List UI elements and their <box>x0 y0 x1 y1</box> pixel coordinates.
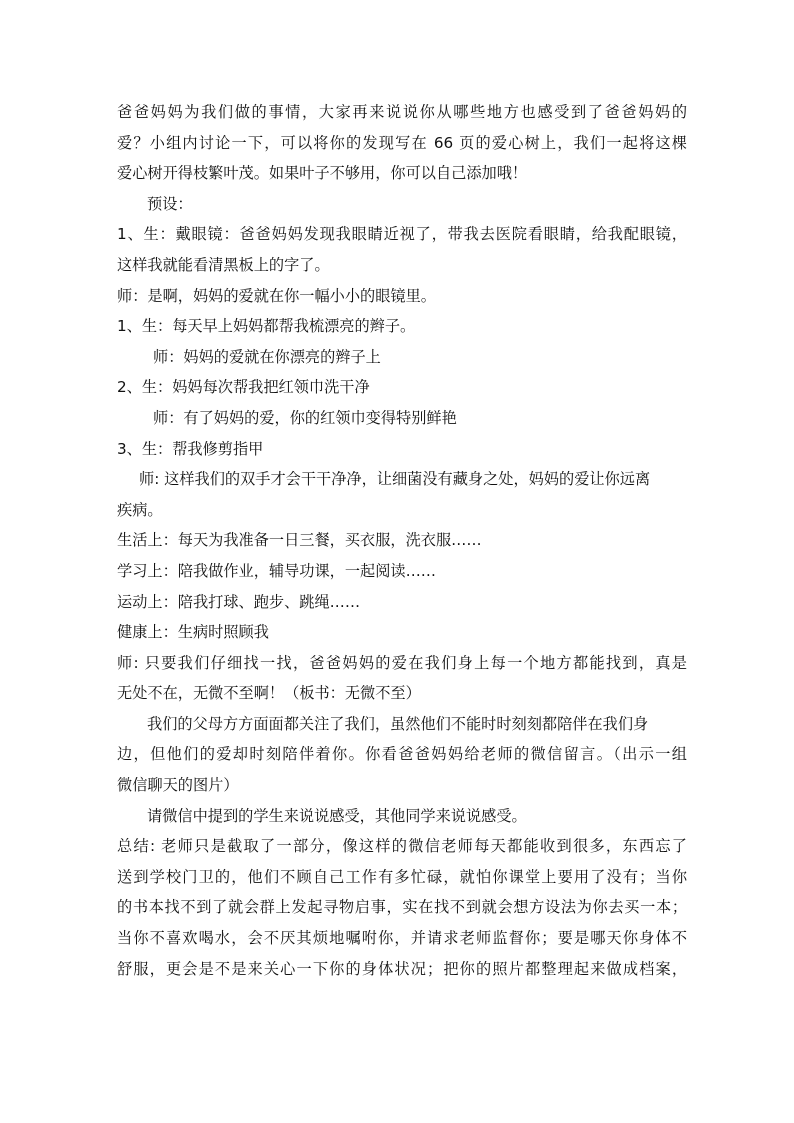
paragraph-line: 请微信中提到的学生来说说感受，其他同学来说说感受。 <box>147 806 527 825</box>
teacher-reply-line: 疾病。 <box>117 500 163 519</box>
teacher-reply-line: 师：是啊，妈妈的爱就在你一幅小小的眼镜里。 <box>117 286 436 305</box>
paragraph-line: 爱心树开得枝繁叶茂。如果叶子不够用，你可以自己添加哦！ <box>117 164 528 183</box>
summary-line: 当你不喜欢喝水，会不厌其烦地嘱咐你，并请求老师监督你；要是哪天你身体不 <box>117 929 687 948</box>
teacher-reply-line: 无处不在，无微不至啊！（板书：无微不至） <box>117 684 421 703</box>
paragraph-line: 微信聊天的图片） <box>117 776 239 795</box>
teacher-reply-line: 师: 只要我们仔细找一找，爸爸妈妈的爱在我们身上每一个地方都能找到，真是 <box>117 653 687 672</box>
document-body <box>117 97 687 984</box>
paragraph-line: 爱？小组内讨论一下，可以将你的发现写在 66 页的爱心树上，我们一起将这棵 <box>117 133 687 152</box>
student-answer-line: 3、生：帮我修剪指甲 <box>117 439 264 458</box>
list-item: 健康上：生病时照顾我 <box>117 623 269 642</box>
list-item: 运动上：陪我打球、跑步、跳绳…… <box>117 592 360 611</box>
summary-line: 送到学校门卫的，他们不顾自己工作有多忙碌，就怕你课堂上要用了没有；当你 <box>117 867 687 886</box>
list-item: 生活上：每天为我准备一日三餐，买衣服，洗衣服…… <box>117 531 482 550</box>
paragraph-line: 边，但他们的爱却时刻陪伴着你。你看爸爸妈妈给老师的微信留言。（出示一组 <box>117 745 687 764</box>
paragraph-line: 爸爸妈妈为我们做的事情，大家再来说说你从哪些地方也感受到了爸爸妈妈的 <box>117 103 687 121</box>
list-item: 学习上：陪我做作业，辅导功课，一起阅读…… <box>117 561 436 580</box>
paragraph-line: 我们的父母方方面面都关注了我们，虽然他们不能时时刻刻都陪伴在我们身 <box>147 714 649 733</box>
student-answer-line: 这样我就能看清黑板上的字了。 <box>117 255 330 274</box>
teacher-reply-line: 师：有了妈妈的爱，你的红领巾变得特别鲜艳 <box>153 408 457 427</box>
student-answer-line: 1、生：每天早上妈妈都帮我梳漂亮的辫子。 <box>117 317 416 336</box>
teacher-reply-line: 师：妈妈的爱就在你漂亮的辫子上 <box>153 347 381 366</box>
summary-line: 总结: 老师只是截取了一部分，像这样的微信老师每天都能收到很多，东西忘了 <box>117 837 687 856</box>
student-answer-line: 1、生：戴眼镜：爸爸妈妈发现我眼睛近视了，带我去医院看眼睛，给我配眼镜， <box>117 225 687 244</box>
summary-line: 的书本找不到了就会群上发起寻物启事，实在找不到就会想方设法为你去买一本； <box>117 898 687 917</box>
student-answer-line: 2、生：妈妈每次帮我把红领巾洗干净 <box>117 378 370 397</box>
summary-line: 舒服，更会是不是来关心一下你的身体状况；把你的照片都整理起来做成档案， <box>117 959 687 978</box>
preset-heading: 预设： <box>147 194 193 213</box>
teacher-reply-line: 师: 这样我们的双手才会干干净净，让细菌没有藏身之处，妈妈的爱让你远离 <box>139 470 651 489</box>
